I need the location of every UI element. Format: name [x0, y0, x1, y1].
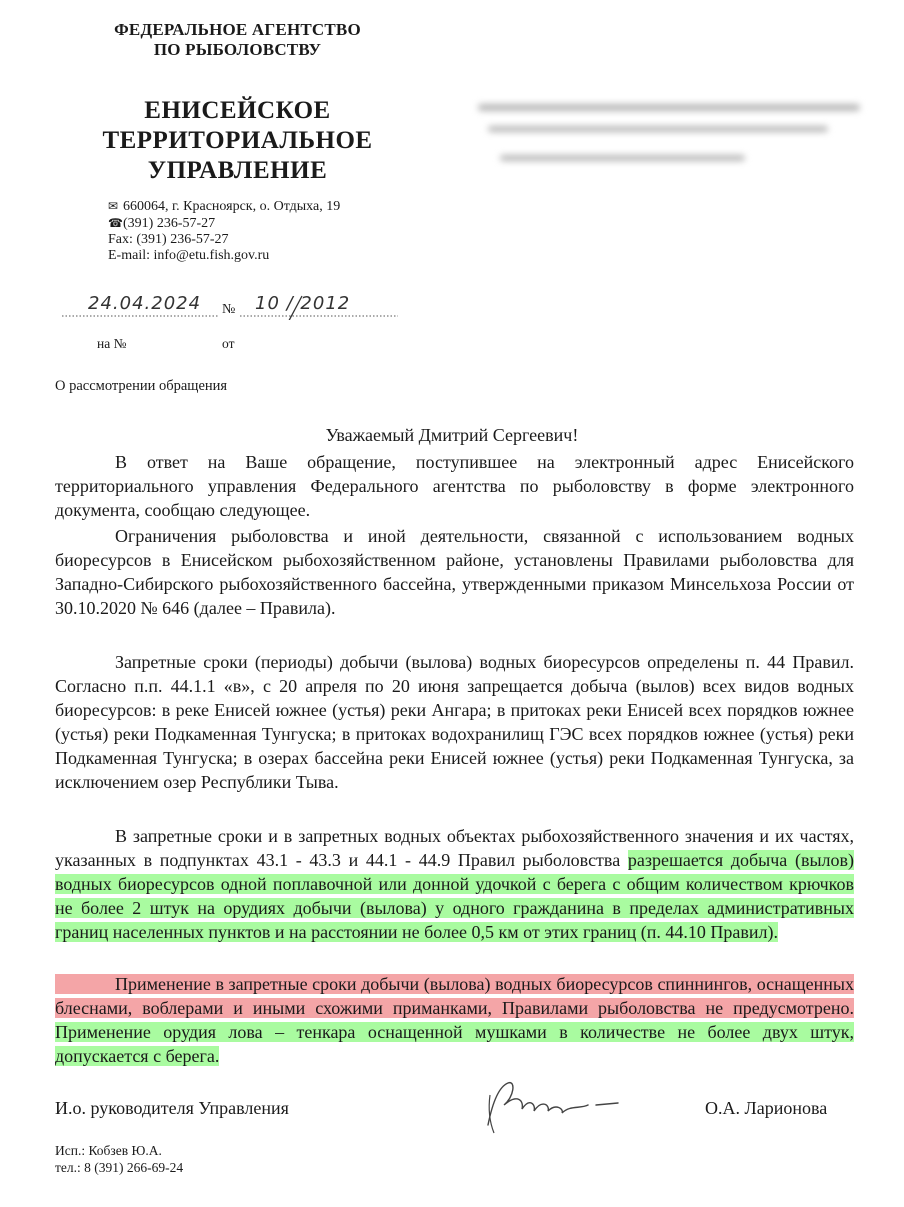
signatory-name: О.А. Ларионова [705, 1098, 828, 1118]
paragraph-3 [55, 650, 854, 794]
letter-subject: О рассмотрении обращения [55, 378, 228, 394]
address-text: 660064, г. Красноярск, о. Отдыха, 19 [123, 199, 341, 214]
paragraph-4-text: В запретные сроки и в запретных водных объектах рыбохозяйственного значения и их частях, указанных в подпунктах 43.1 - 43.3 и 44.1 - 44.9 Правил рыболовства [55, 826, 854, 870]
paragraph-5-highlight-green: Применение орудия лова – тенкара оснащенной мушками в количестве не более двух штук, допускается с берега. [55, 1022, 854, 1066]
paragraph-4 [55, 824, 854, 944]
executor-name: Исп.: Кобзев Ю.А. [55, 1143, 162, 1158]
reference-line [97, 336, 235, 352]
envelope-icon: ✉ [108, 199, 119, 213]
redacted-recipient-line3 [500, 155, 745, 161]
phone-text: (391) 236-57-27 [123, 216, 216, 231]
department-name-line2: ТЕРРИТОРИАЛЬНОЕ [102, 127, 373, 154]
address-line [108, 198, 340, 215]
paragraph-2 [55, 524, 854, 620]
agency-name-line1: ФЕДЕРАЛЬНОЕ АГЕНТСТВО [114, 20, 361, 39]
reference-from-label: от [222, 336, 235, 351]
handwritten-signature [478, 1075, 638, 1135]
phone-line [108, 215, 340, 232]
registration-number: 10 / 2012 [255, 293, 351, 314]
executor-phone: тел.: 8 (391) 266-69-24 [55, 1160, 184, 1175]
executor-block [55, 1142, 183, 1176]
email-line: E-mail: info@etu.fish.gov.ru [108, 248, 270, 263]
paragraph-4-highlight-green: разрешается добыча (вылов) водных биоресурсов одной поплавочной или донной удочкой с берега с общим количеством крючков не более 2 штук на орудиях добычи (вылова) у одного гражданина в пределах административных границ населенных пунктов и на расстоянии не более 0,5 км от этих границ (п. 44.10 Правил). [55, 850, 855, 942]
paragraph-1 [55, 450, 854, 522]
registration-no-sign: № [222, 302, 236, 317]
agency-name [60, 20, 415, 60]
greeting: Уважаемый Дмитрий Сергеевич! [325, 425, 579, 445]
registration-date: 24.04.2024 [88, 293, 202, 314]
paragraph-5-red-text: Применение в запретные сроки добычи (вылова) водных биоресурсов спиннингов, оснащенных блеснами, воблерами и иными схожими приманками, Правилами рыболовства не предусмотрено. [55, 974, 854, 1018]
agency-name-line2: ПО РЫБОЛОВСТВУ [153, 40, 322, 59]
paragraph-5-highlight-red [55, 974, 854, 1018]
department-name [60, 96, 415, 186]
paragraph-2-text: Ограничения рыболовства и иной деятельности, связанной с использованием водных биоресурсов в Енисейском рыбохозяйственном районе, установлены Правилами рыболовства для Западно-Сибирского рыбохозяйственного бассейна, утвержденными приказом Минсельхоза России от 30.10.2020 № 646 (далее – Правила). [55, 526, 854, 618]
paragraph-5 [55, 972, 854, 1068]
department-name-line3: УПРАВЛЕНИЕ [147, 157, 328, 184]
paragraph-1-text: В ответ на Ваше обращение, поступившее на электронный адрес Енисейского территориального управления Федерального агентства по рыболовству в форме электронного документа, сообщаю следующее. [55, 452, 854, 520]
signatory-position: И.о. руководителя Управления [55, 1098, 289, 1118]
paragraph-3-text: Запретные сроки (периоды) добычи (вылова) водных биоресурсов определены п. 44 Правил. Согласно п.п. 44.1.1 «в», с 20 апреля по 20 июня запрещается добыча (вылов) всех видов водных биоресурсов: в реке Енисей южнее (устья) реки Ангара; в притоках реки Енисей всех порядков южнее (устья) реки Подкаменная Тунгуска; в притоках водохранилищ ГЭС всех порядков южнее (устья) реки Подкаменная Тунгуска; в озерах бассейна реки Енисей южнее (устья) реки Подкаменная Тунгуска, за исключением озер Республики Тыва. [55, 652, 854, 792]
reference-no-label: на № [97, 336, 127, 351]
redacted-recipient-line2 [488, 126, 828, 132]
redacted-recipient-line1 [478, 104, 860, 111]
phone-icon: ☎ [108, 216, 123, 230]
fax-line: Fax: (391) 236-57-27 [108, 232, 229, 247]
contact-block [108, 198, 340, 264]
department-name-line1: ЕНИСЕЙСКОЕ [144, 97, 331, 124]
registration-line [60, 290, 400, 320]
